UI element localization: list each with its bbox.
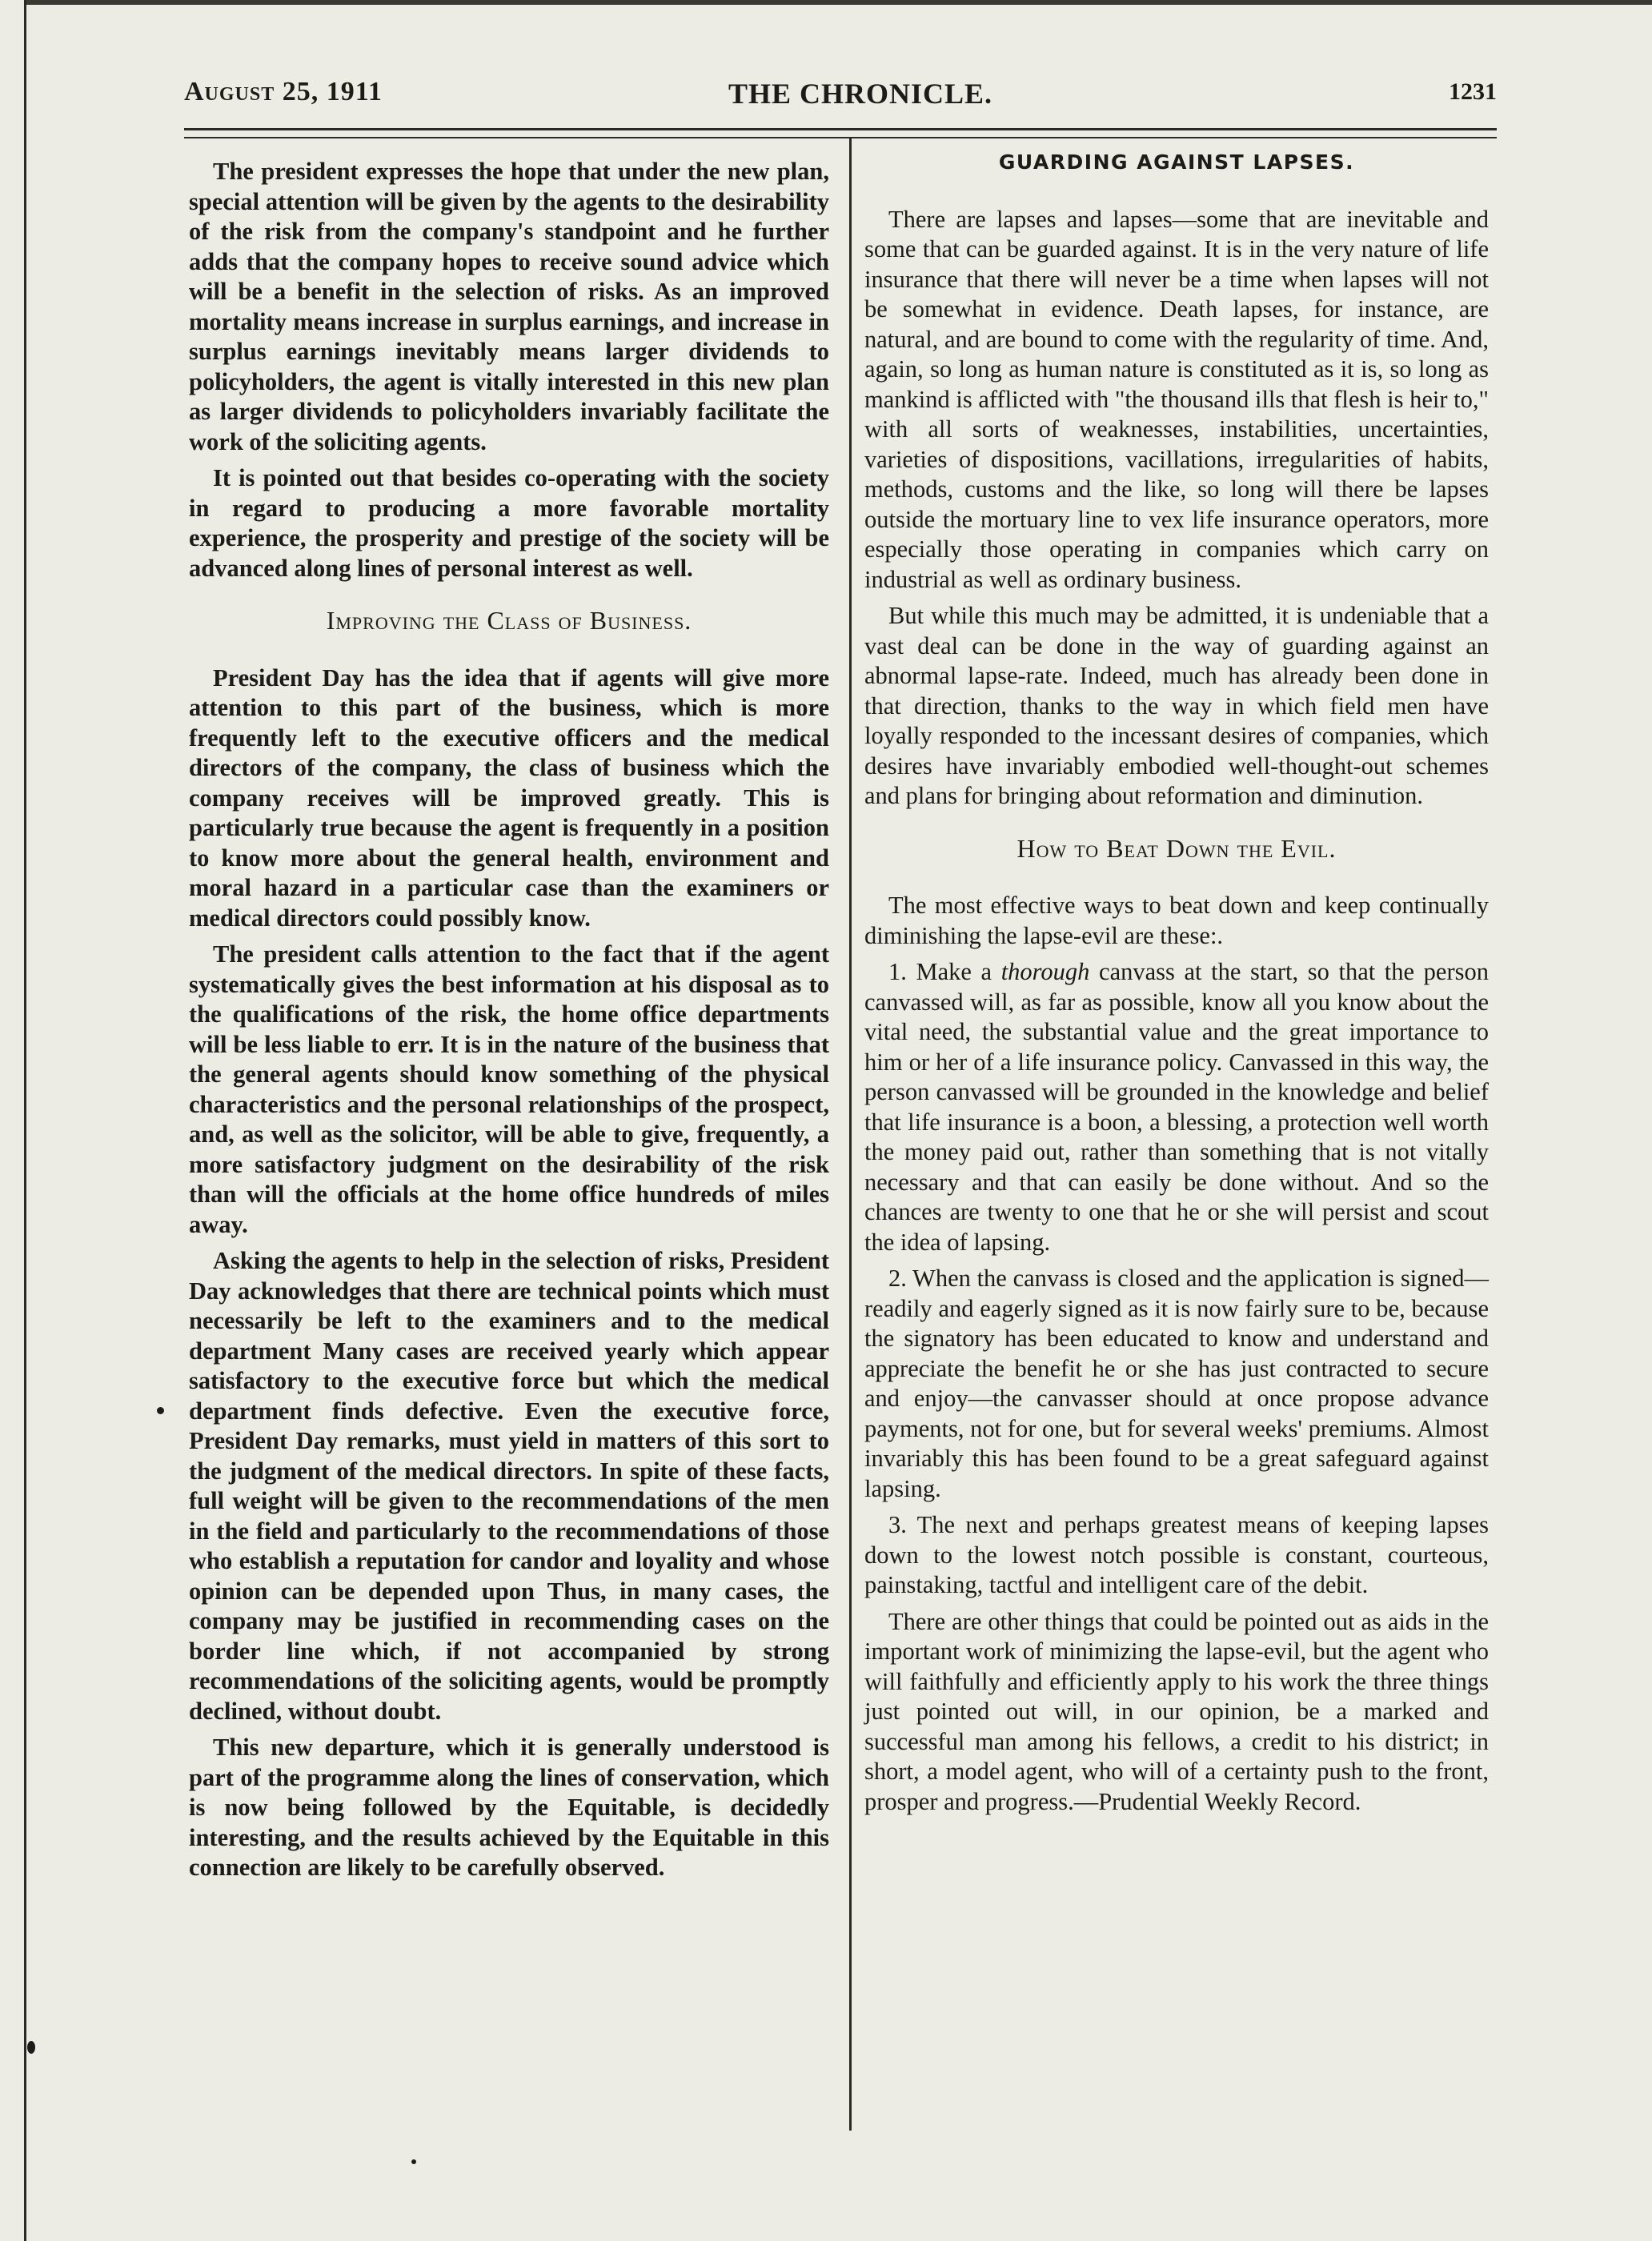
article-heading: GUARDING AGAINST LAPSES. xyxy=(998,150,1355,174)
paragraph: There are other things that could be pointed out as aids in the important work of minimizing the lapse-evil, but the agent who will faithfully and efficiently apply to his work the three things just pointed out will, in our opinion, be a marked and successful man among his fellows, a credit to his district; in short, a model agent, who will of a certainty push to the front, prosper and progress.—Prudential Weekly Record. xyxy=(864,1607,1489,1815)
list-item xyxy=(864,957,1489,1257)
paragraph: This new departure, which it is generally understood is part of the programme along the lines of conservation, which is now being followed by the Equitable, is decidedly interesting, and the results achieved by the Equitable in this connection are likely to be carefully observed. xyxy=(189,1734,829,1881)
page-header xyxy=(184,77,1497,117)
paragraph: It is pointed out that besides co-operating with the society in regard to producing a more favorable mortality experience, the prosperity and prestige of the society will be advanced along lines of personal interest as well. xyxy=(189,464,829,582)
list-item: 3. The next and perhaps greatest means of keeping lapses down to the lowest notch possible is constant, courteous, painstaking, tactful and intelligent care of the debit. xyxy=(864,1511,1489,1598)
emphasis: thorough xyxy=(1000,958,1090,985)
page-left-edge xyxy=(24,0,26,2241)
section-heading: Improving the Class of Business. xyxy=(326,606,692,635)
list-item-number: 1. Make a xyxy=(888,958,1001,985)
print-speck xyxy=(157,1407,164,1414)
paragraph: But while this much may be admitted, it is undeniable that a vast deal can be done in the way of guarding against an abnormal lapse-rate. Indeed, much has already been done in that direction, thanks to the way in which field men have loyally responded to the incessant desires of companies, which desires have invariably embodied well-thought-out schemes and plans for bringing about reformation and diminution. xyxy=(864,602,1489,809)
paragraph: The president expresses the hope that under the new plan, special attention will be given by the agents to the desirability of the risk from the company's standpoint and he further adds that the company hopes to receive sound advice which will be a benefit in the selection of risks. As an improved mortality means increase in surplus earnings, and increase in surplus earnings inevitably means larger dividends to policyholders, the agent is vitally interested in this new plan as larger dividends to policyholders invariably facilitate the work of the soliciting agents. xyxy=(189,158,829,455)
header-rule xyxy=(184,128,1497,138)
left-column xyxy=(189,157,829,1890)
publication-title: THE CHRONICLE. xyxy=(728,78,993,110)
list-item: 2. When the canvass is closed and the application is signed—readily and eagerly signed as it is now fairly sure to be, because the signatory has been educated to know and understand and appreciate the benefit he or she has just contracted to secure and enjoy—the canvasser should at once propose advance payments, not for one, but for several weeks' premiums. Almost invariably this has been found to be a great safeguard against lapsing. xyxy=(864,1265,1489,1502)
right-column xyxy=(864,147,1489,1823)
paragraph: There are lapses and lapses—some that are inevitable and some that can be guarded against. It is in the very nature of life insurance that there will never be a time when lapses will not be somewhat in evidence. Death lapses, for instance, are natural, and are bound to come with the regularity of time. And, again, so long as human nature is constituted as it is, so long as mankind is afflicted with "the thousand ills that flesh is heir to," with all sorts of weaknesses, instabilities, uncertainties, varieties of dispositions, vacillations, irregularities of habits, methods, customs and the like, so long will there be lapses outside the mortuary line to vex life insurance operators, more especially those operating in companies which carry on industrial as well as ordinary business. xyxy=(864,205,1489,593)
paragraph: Asking the agents to help in the selection of risks, President Day acknowledges that there are technical points which must necessarily be left to the examiners and to the medical department Many cases are received yearly which appear satisfactory to the executive force but which the medical department finds defective. Even the executive force, President Day remarks, must yield in matters of this sort to the judgment of the medical directors. In spite of these facts, full weight will be given to the recommendations of the men in the field and particularly to the recommendations of those who establish a reputation for candor and loyality and whose opinion can be depended upon Thus, in many cases, the company may be justified in recommending cases on the border line which, if not accompanied by strong recommendations of the soliciting agents, would be promptly declined, without doubt. xyxy=(189,1247,829,1725)
print-speck xyxy=(27,2041,35,2054)
list-item-text: canvass at the start, so that the person canvassed will, as far as possible, know all you know about the vital need, the substantial value and the great importance to him or her of a life insurance policy. Canvassed in this way, the person canvassed will be grounded in the knowledge and belief that life insurance is a boon, a blessing, a protection well worth the money paid out, rather than something that is not vitally necessary and that can easily be done without. And so the chances are twenty to one that he or she will persist and scout the idea of lapsing. xyxy=(864,958,1489,1256)
paragraph: The president calls attention to the fact that if the agent systematically gives the best information at his disposal as to the qualifications of the risk, the home office departments will be less liable to err. It is in the nature of the business that the general agents should know something of the physical characteristics and the personal relationships of the prospect, and, as well as the solicitor, will be able to give, frequently, a more satisfactory judgment on the desirability of the risk than will the officials at the home office hundreds of miles away. xyxy=(189,940,829,1238)
page-top-edge xyxy=(24,0,1652,5)
issue-date: August 25, 1911 xyxy=(184,77,383,106)
print-speck xyxy=(411,2159,416,2164)
page-number: 1231 xyxy=(1449,78,1497,105)
column-rule xyxy=(849,138,852,2131)
paragraph: President Day has the idea that if agents will give more attention to this part of the business, which is more frequently left to the executive officers and the medical directors of the company, the class of business which the company receives will be improved greatly. This is particularly true because the agent is frequently in a position to know more about the general health, environment and moral hazard in a particular case than the examiners or medical directors could possibly know. xyxy=(189,663,829,932)
paragraph: The most effective ways to beat down and keep continually diminishing the lapse-evil are these:. xyxy=(864,892,1489,949)
section-heading: How to Beat Down the Evil. xyxy=(1016,833,1337,863)
